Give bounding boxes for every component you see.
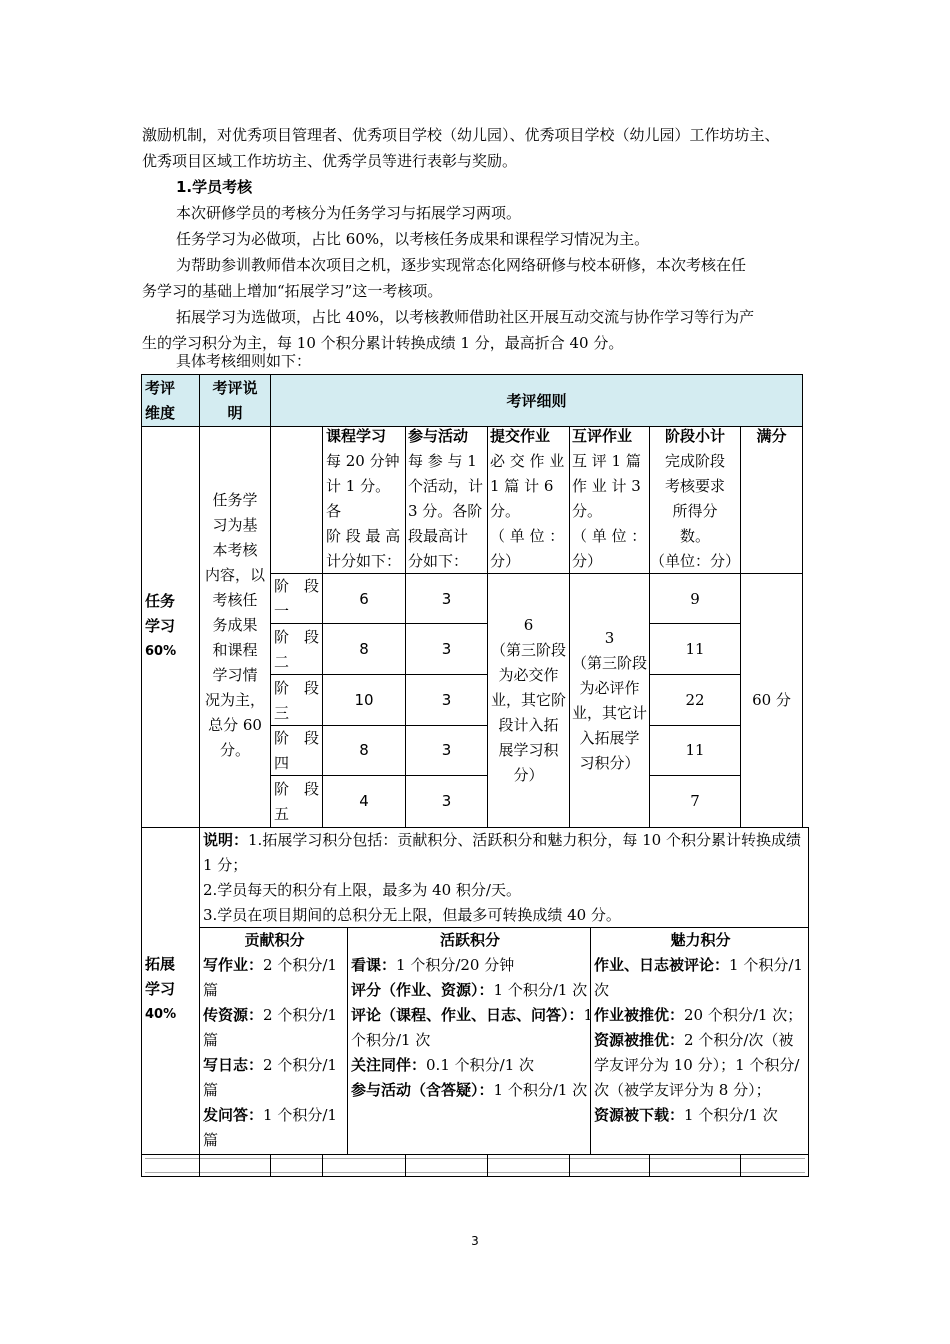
col-title: 阶段小计	[664, 427, 725, 445]
points-value: 2 个积分/1	[263, 1006, 337, 1024]
points-value: 1 个积分/20 分钟	[396, 956, 515, 974]
contribution-points	[203, 928, 346, 1153]
merged-line: 6	[523, 616, 534, 634]
col-line: 作 业 计 3	[572, 477, 641, 495]
col-line: 分）	[572, 552, 603, 570]
table-line	[740, 426, 741, 827]
description-line: 任务学	[212, 491, 258, 509]
description-line: 总分 60	[208, 716, 262, 734]
points-value: 20 个积分/1 次；	[684, 1006, 803, 1024]
col-line: 分如下：	[408, 552, 469, 570]
note-line: 1 分；	[203, 856, 248, 874]
col-title: 满分	[756, 427, 787, 445]
paragraph-line: 激励机制，对优秀项目管理者、优秀项目学校（幼儿园）、优秀项目学校（幼儿园）工作坊坊主、	[142, 126, 780, 144]
paragraph-line: 为帮助参训教师借本次项目之机，逐步实现常态化网络研修与校本研修，本次考核在任	[176, 256, 747, 274]
col-peer	[572, 424, 648, 574]
task-description	[200, 488, 270, 763]
stage-activity: 3	[441, 741, 452, 759]
header-text: 考评	[145, 379, 176, 397]
points-value: 1 个积分/1	[729, 956, 803, 974]
paragraph-line: 优秀项目区域工作坊坊主、优秀学员等进行表彰与奖励。	[142, 152, 518, 170]
table-line	[145, 1172, 805, 1173]
points-key: 写作业：	[203, 956, 264, 974]
table-line	[487, 1154, 488, 1176]
points-title: 魅力积分	[670, 931, 731, 949]
merged-line: 业，其它计	[571, 704, 647, 722]
points-value: 2 个积分/1	[263, 1056, 337, 1074]
stage-activity: 3	[441, 691, 452, 709]
dimension-text: 40%	[145, 1007, 177, 1022]
table-line	[199, 1154, 200, 1176]
points-key: 关注同伴：	[351, 1056, 427, 1074]
table-line	[802, 374, 803, 827]
extend-dimension	[145, 952, 197, 1027]
table-line	[740, 1154, 741, 1176]
col-line: 所得分	[672, 502, 718, 520]
description-line: 分。	[219, 741, 250, 759]
col-title: 参与活动	[408, 427, 469, 445]
points-value: 1 个积分/1 次	[684, 1106, 778, 1124]
stage-course: 4	[359, 792, 369, 810]
col-line: 分）	[490, 552, 521, 570]
col-line: 计分如下：	[326, 552, 402, 570]
table-line	[405, 426, 406, 827]
points-value: 1	[583, 1006, 594, 1024]
table-line	[649, 725, 741, 726]
points-value: 篇	[203, 981, 219, 999]
col-line: 互 评 1 篇	[572, 452, 641, 470]
col-line: （ 单 位 ：	[572, 527, 647, 545]
header-text: 考评说	[212, 379, 258, 397]
table-line	[270, 1154, 271, 1176]
paragraph-line: 本次研修学员的考核分为任务学习与拓展学习两项。	[176, 204, 522, 222]
description-line: 习为基	[212, 516, 258, 534]
peer-merged	[570, 626, 649, 776]
stage-label-line: 四	[274, 754, 290, 772]
col-line: 段最高计	[408, 527, 469, 545]
col-course	[326, 424, 404, 574]
points-key: 传资源：	[203, 1006, 264, 1024]
description-line: 务成果	[212, 616, 258, 634]
description-line: 况为主，	[204, 691, 265, 709]
points-title: 活跃积分	[439, 931, 500, 949]
stage-subtotal: 11	[685, 640, 705, 658]
merged-line: 业，其它阶	[490, 691, 566, 709]
merged-line: 习积分）	[579, 754, 640, 772]
stage-subtotal: 11	[685, 741, 705, 759]
points-key: 资源被下载：	[594, 1106, 685, 1124]
col-line: 个活动，计	[408, 477, 484, 495]
table-line	[649, 623, 741, 624]
paragraph-line: 生的学习积分为主，每 10 个积分累计转换成绩 1 分，最高折合 40 分。	[142, 334, 624, 352]
col-line: （ 单 位 ：	[490, 527, 565, 545]
stage-label-line: 三	[274, 704, 290, 722]
col-title: 提交作业	[490, 427, 551, 445]
points-value: 1 个积分/1 次	[493, 981, 588, 999]
col-line: 完成阶段	[664, 452, 725, 470]
charm-points	[594, 928, 807, 1128]
dimension-text: 学习	[145, 617, 176, 635]
table-line	[649, 674, 741, 675]
points-value: 篇	[203, 1031, 219, 1049]
merged-line: （第三阶段	[571, 654, 647, 672]
col-line: 分。	[572, 502, 603, 520]
table-line	[322, 1154, 323, 1176]
stage-label	[274, 676, 322, 726]
header-dimension	[145, 376, 197, 426]
points-key: 写日志：	[203, 1056, 264, 1074]
points-value: 篇	[203, 1131, 219, 1149]
description-line: 本考核	[212, 541, 258, 559]
stage-course: 6	[359, 590, 369, 608]
merged-line: 展学习积	[498, 741, 559, 759]
stage-label	[274, 625, 322, 675]
table-line	[141, 1154, 809, 1155]
stage-subtotal: 22	[685, 691, 705, 709]
col-line: 考核要求	[664, 477, 725, 495]
merged-line: 为必评作	[579, 679, 640, 697]
points-value: 次	[594, 981, 610, 999]
note-line: 3.学员在项目期间的总积分无上限，但最多可转换成绩 40 分。	[203, 906, 621, 924]
table-line	[270, 374, 271, 827]
merged-line: 为必交作	[498, 666, 559, 684]
table-line	[145, 1158, 805, 1159]
stage-label-line: 二	[274, 653, 290, 671]
col-title: 互评作业	[572, 427, 633, 445]
table-line	[590, 927, 591, 1154]
col-line: 3 分。各阶	[408, 502, 483, 520]
points-key: 评分（作业、资源）：	[351, 981, 494, 999]
col-line: 每 参 与 1	[408, 452, 477, 470]
stage-activity: 3	[441, 640, 452, 658]
col-line: 分。	[490, 502, 521, 520]
points-value: 0.1 个积分/1 次	[426, 1056, 535, 1074]
stage-label	[274, 777, 322, 827]
stage-label-line: 阶 段	[274, 729, 320, 747]
submit-merged	[488, 613, 569, 788]
active-points	[351, 928, 594, 1103]
paragraph-line: 务学习的基础上增加“拓展学习”这一考核项。	[142, 282, 443, 300]
col-activity	[408, 424, 486, 574]
merged-line: 入拓展学	[579, 729, 640, 747]
dimension-text: 拓展	[145, 955, 176, 973]
merged-line: 段计入拓	[498, 716, 559, 734]
col-full	[741, 424, 802, 449]
points-key: 作业、日志被评论：	[594, 956, 730, 974]
merged-line: （第三阶段	[490, 641, 566, 659]
page-number: 3	[471, 1234, 479, 1248]
col-line: 数。	[679, 527, 710, 545]
table-line	[141, 1176, 809, 1177]
merged-line: 3	[604, 629, 615, 647]
stage-label	[274, 726, 322, 776]
table-line	[649, 1154, 650, 1176]
section-heading: 1.学员考核	[176, 178, 253, 196]
points-key: 评论（课程、作业、日志、问答）：	[351, 1006, 584, 1024]
points-key: 资源被推优：	[594, 1031, 685, 1049]
points-value: 1 个积分/1	[263, 1106, 337, 1124]
col-subtotal	[650, 424, 740, 574]
note-line: 2.学员每天的积分有上限，最多为 40 积分/天。	[203, 881, 521, 899]
extend-note	[203, 828, 807, 928]
col-line: （单位：分）	[650, 552, 741, 570]
description-line: 内容，以	[204, 566, 265, 584]
col-line: 阶 段 最 高	[326, 527, 401, 545]
stage-label-line: 阶 段	[274, 679, 320, 697]
col-submit	[490, 424, 568, 574]
stage-label-line: 阶 段	[274, 628, 320, 646]
stage-course: 8	[359, 741, 369, 759]
stage-subtotal: 9	[690, 590, 700, 608]
table-line	[808, 827, 809, 1177]
header-text: 维度	[145, 404, 176, 422]
points-value: 个积分/1 次	[351, 1031, 431, 1049]
task-dimension	[145, 589, 197, 664]
paragraph-line: 具体考核细则如下：	[176, 352, 312, 370]
points-key: 看课：	[351, 956, 397, 974]
header-detail: 考评细则	[506, 392, 567, 410]
points-key: 作业被推优：	[594, 1006, 685, 1024]
points-value: 2 个积分/1	[263, 956, 337, 974]
stage-label	[274, 574, 322, 624]
stage-activity: 3	[441, 590, 452, 608]
note-line: 1.拓展学习积分包括：贡献积分、活跃积分和魅力积分，每 10 个积分累计转换成绩	[248, 831, 801, 849]
dimension-text: 学习	[145, 980, 176, 998]
description-line: 和课程	[212, 641, 258, 659]
points-value: 2 个积分/次（被	[684, 1031, 794, 1049]
table-line	[405, 1154, 406, 1176]
table-line	[141, 374, 803, 375]
full-score: 60 分	[752, 691, 791, 709]
description-line: 学习情	[212, 666, 258, 684]
points-value: 1 个积分/1 次	[493, 1081, 588, 1099]
table-line	[141, 374, 142, 1177]
stage-course: 10	[354, 691, 374, 709]
points-title: 贡献积分	[244, 931, 305, 949]
table-line	[322, 426, 323, 827]
col-line: 计 1 分。各	[326, 477, 391, 520]
col-line: 每 20 分钟	[326, 452, 400, 470]
stage-label-line: 阶 段	[274, 780, 320, 798]
dimension-text: 任务	[145, 592, 176, 610]
stage-label-line: 阶 段	[274, 577, 320, 595]
description-line: 考核任	[212, 591, 258, 609]
points-value: 篇	[203, 1081, 219, 1099]
stage-activity: 3	[441, 792, 452, 810]
merged-line: 分）	[513, 766, 544, 784]
stage-label-line: 一	[274, 602, 290, 620]
points-key: 发问答：	[203, 1106, 264, 1124]
col-line: 1 篇 计 6	[490, 477, 554, 495]
table-line	[649, 775, 741, 776]
stage-course: 8	[359, 640, 369, 658]
paragraph-line: 拓展学习为选做项，占比 40%，以考核教师借助社区开展互动交流与协作学习等行为产	[176, 308, 755, 326]
stage-subtotal: 7	[690, 792, 700, 810]
table-line	[569, 1154, 570, 1176]
points-value: 次（被学友评分为 8 分）；	[594, 1081, 771, 1099]
points-key: 参与活动（含答疑）：	[351, 1081, 494, 1099]
note-label: 说明：	[203, 831, 249, 849]
header-text: 明	[227, 404, 243, 422]
dimension-text: 60%	[145, 644, 177, 659]
points-value: 学友评分为 10 分）；1 个积分/	[594, 1056, 800, 1074]
table-line	[347, 927, 348, 1154]
paragraph-line: 任务学习为必做项，占比 60%，以考核任务成果和课程学习情况为主。	[176, 230, 650, 248]
col-title: 课程学习	[326, 427, 387, 445]
stage-label-line: 五	[274, 805, 290, 823]
col-line: 必 交 作 业	[490, 452, 565, 470]
header-description	[200, 376, 270, 426]
